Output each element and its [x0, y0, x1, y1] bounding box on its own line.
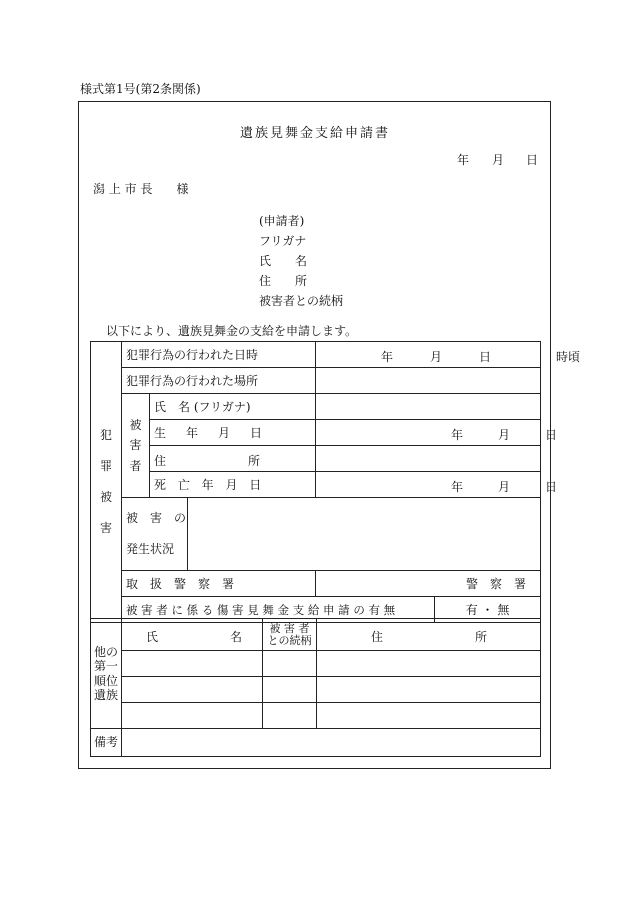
crime-datetime-month: 月 — [430, 350, 443, 364]
remarks-field[interactable] — [122, 729, 541, 757]
family-row-2-relation[interactable] — [263, 677, 317, 703]
family-table — [90, 618, 541, 757]
family-row-3-address[interactable] — [317, 703, 541, 729]
victim-birth-month: 月 — [498, 428, 511, 442]
family-row-2-name[interactable] — [122, 677, 263, 703]
injury-benefit-options[interactable]: 有 ・ 無 — [435, 597, 541, 623]
applicant-name-label: 氏 名 — [259, 254, 308, 268]
victim-death-year: 年 — [451, 480, 464, 494]
intro-text: 以下により、遺族見舞金の支給を申請します。 — [106, 324, 358, 338]
crime-datetime-day: 日 — [479, 350, 492, 364]
applicant-address-label: 住 所 — [259, 274, 308, 288]
police-unit: 警 察 署 — [466, 577, 527, 591]
crime-datetime-field[interactable] — [316, 342, 581, 368]
crime-place-label: 犯罪行為の行われた場所 — [122, 368, 316, 394]
victim-birth-day: 日 — [545, 428, 558, 442]
family-relation-header: 被 害 者 との続柄 — [263, 619, 317, 651]
family-row-1-relation[interactable] — [263, 651, 317, 677]
victim-death-month: 月 — [498, 480, 511, 494]
family-name-header: 氏 名 — [122, 619, 263, 651]
injury-benefit-label: 被 害 者 に 係 る 傷 害 見 舞 金 支 給 申 請 の 有 無 — [122, 597, 435, 623]
police-field[interactable] — [316, 571, 541, 597]
family-row-1-address[interactable] — [317, 651, 541, 677]
family-row-2-address[interactable] — [317, 677, 541, 703]
victim-death-label: 死 亡 年 月 日 — [150, 472, 316, 498]
crime-section-label: 犯 罪 被 害 — [91, 342, 122, 623]
remarks-label: 備考 — [91, 729, 122, 757]
situation-field[interactable] — [188, 498, 541, 571]
situation-label: 被 害 の 発生状況 — [122, 498, 188, 571]
applicant-heading: (申請者) — [259, 214, 305, 228]
application-table — [90, 341, 581, 623]
applicant-relation-label: 被害者との続柄 — [259, 294, 344, 308]
victim-death-day: 日 — [545, 480, 558, 494]
victim-birth-year: 年 — [451, 428, 464, 442]
victim-death-field[interactable] — [316, 472, 558, 498]
family-row-3-name[interactable] — [122, 703, 263, 729]
date-day: 日 — [526, 153, 539, 167]
victim-name-field[interactable] — [316, 394, 541, 420]
date-year: 年 — [457, 153, 470, 167]
police-label: 取 扱 警 察 署 — [122, 571, 316, 597]
applicant-furigana-label: フリガナ — [259, 234, 307, 248]
crime-datetime-hour: 時頃 — [556, 350, 581, 364]
victim-address-label: 住 所 — [150, 446, 316, 472]
victim-birth-label: 生 年 月 日 — [150, 420, 316, 446]
date-month: 月 — [492, 153, 505, 167]
addressee: 潟 上 市 長 様 — [93, 182, 189, 196]
family-row-1-name[interactable] — [122, 651, 263, 677]
family-address-header: 住 所 — [317, 619, 541, 651]
family-row-3-relation[interactable] — [263, 703, 317, 729]
victim-birth-field[interactable] — [316, 420, 558, 446]
form-number: 様式第1号(第2条関係) — [80, 82, 201, 96]
victim-name-label: 氏 名 (フリガナ) — [150, 394, 316, 420]
crime-place-field[interactable] — [316, 368, 541, 394]
crime-datetime-label: 犯罪行為の行われた日時 — [122, 342, 316, 368]
family-section-label: 他の 第一 順位 遺族 — [91, 619, 122, 729]
form-title: 遺族見舞金支給申請書 — [239, 126, 390, 141]
victim-label: 被 害 者 — [122, 394, 150, 498]
crime-datetime-year: 年 — [381, 350, 394, 364]
victim-address-field[interactable] — [316, 446, 541, 472]
